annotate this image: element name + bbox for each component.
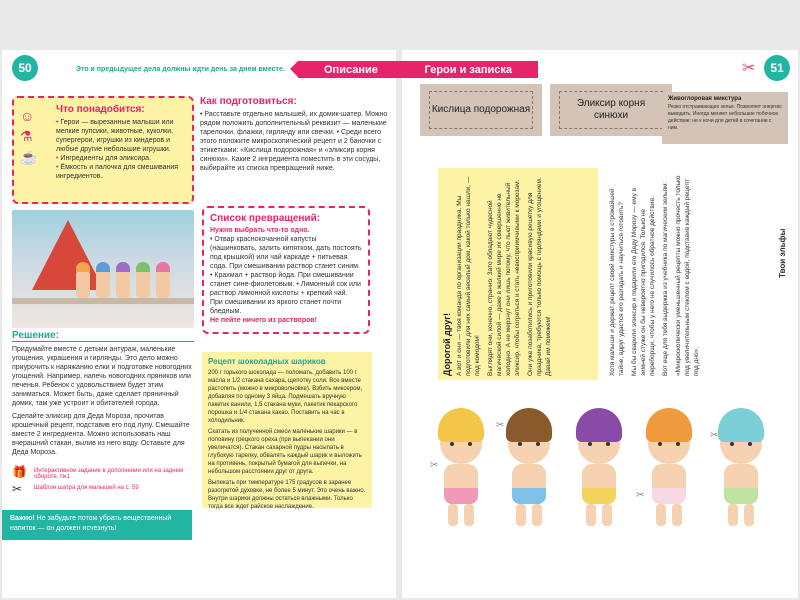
scissors-icon: ✂ xyxy=(742,60,756,77)
cup-icon: ☕ xyxy=(20,149,38,165)
needs-list xyxy=(56,118,186,181)
recipe-paragraph: Выпекать при температуре 175 градусов в заранее разогретой духовке, не более 5 минут. Это очень важно. Внутри шарики должны остаться влажными. Только тогда все ждет райское наслаждение. xyxy=(208,480,366,510)
jar-label-2 xyxy=(550,84,672,136)
doll-figure xyxy=(136,268,150,298)
magic-title: Живоглоровая микстура xyxy=(668,96,742,102)
section-banner xyxy=(298,61,538,78)
needs-item: • Ингредиенты для эликсира. xyxy=(56,154,186,163)
letter-paragraph: А вот и они — твоя команда по организации праздника. Мы подготовили для них самый веселый дом, какой только нашли, — под комодом! xyxy=(456,176,481,376)
jar-label-text: Эликсир корня синюхи xyxy=(559,91,663,129)
solution-title: Решение: xyxy=(12,330,194,342)
scissors-icon: ✂ xyxy=(430,460,439,471)
letter-part-1 xyxy=(438,168,598,380)
doll-figure xyxy=(96,268,110,298)
reference-item: ✂ Шаблон шатра для малышей на с. 59 xyxy=(12,482,139,496)
letter-signature: Твои эльфы xyxy=(778,228,787,278)
doll-figure xyxy=(116,268,130,298)
recipe-title: Рецепт шоколадных шариков xyxy=(208,357,326,366)
tent-shape xyxy=(32,220,104,290)
shelf-shape xyxy=(12,298,194,304)
references xyxy=(12,465,194,496)
hero-fox xyxy=(642,408,696,536)
jar-label-1 xyxy=(420,84,542,136)
conversions-choose: Нужно выбрать что-то одно. xyxy=(210,227,310,234)
reference-item: 🎁 Интерактивное задание в дополнении или на заднем обороте. №1 xyxy=(12,465,184,480)
letter-paragraph: Хотя малыши и держат рецепт своей микстуры в строжайшей тайне, вдруг удастся его разгадать и научиться готовить? xyxy=(609,188,625,376)
doll-figure xyxy=(156,268,170,298)
page-number-right: 51 xyxy=(764,55,790,81)
jar-label-text: Кислица подорожная xyxy=(429,91,533,129)
needs-box xyxy=(12,96,194,204)
letter-greeting: Дорогой друг! xyxy=(442,312,452,376)
page-number-left: 50 xyxy=(12,55,38,81)
letter-part-2 xyxy=(604,168,750,380)
hero-acorn xyxy=(502,408,556,536)
solution-paragraph: Сделайте эликсир для Деда Мороза, прочитав крошечный рецепт, подставив его под лупу. Смешайте вместе 2 ингредиента. Можно использовать наш вчерашний стакан, вылив из него воду. Оставьте для Деда Мороза. xyxy=(12,413,190,456)
letter-paragraph: Выглядят они, конечно, странно. Зато обладают чудесной магической силой — даже в жалкий мире их совершенно не холодно. А не мерзнут они лишь потому, что пьют живительный эликсир, чтобы согреться и стать невосприимчивыми к морозам. xyxy=(487,179,521,376)
letter-paragraph: «Микроскопически уменьшенный рецепты можно прочесть только под увеличительным стеклом с водой, подставив каждый рецепт под дно». xyxy=(675,175,700,376)
howto-title: Как подготовиться: xyxy=(200,96,297,107)
needs-title: Что понадобится: xyxy=(56,104,145,115)
recipe-box xyxy=(202,352,372,508)
gift-icon: 🎁 xyxy=(12,465,27,479)
needs-item: • Ёмкость и палочка для смешивания ингредиентов. xyxy=(56,163,186,181)
solution-section xyxy=(12,330,194,461)
magic-recipe-card xyxy=(662,92,788,144)
conversions-title: Список превращений: xyxy=(210,213,321,224)
header-note: Это и предыдущее дела должны идти день за днем вместе. xyxy=(76,66,285,73)
conversions-box xyxy=(202,206,370,334)
important-lead: Важно! xyxy=(10,515,35,522)
tools-icon: ✂ xyxy=(12,482,23,496)
magic-text: Резко отстраивающее зелье. Позволяет энергию выводить. Иногда меняет небольшие побочное действие: не к ночи для детей в сочетании с ним. xyxy=(668,104,782,131)
scissors-icon: ✂ xyxy=(710,430,719,441)
toys-photo xyxy=(12,210,194,328)
scissors-icon: ✂ xyxy=(496,420,505,431)
letter-text-rotated xyxy=(442,172,557,376)
letter-paragraph: Вот еще для тебя выдержка из учебника по магическим зельям: xyxy=(662,181,669,376)
howto-text: • Расставьте отдельно малышей, их домик-шатер. Можно рядом положить дополнительный реквизит — маленькие тарелочки, флажки, гирлянду или свечки. • Среди всего этого положите микроскопический рецепт и 2 баночки с этикетками: «Кислица подорожная» и «эликсир корня синюхи». Какие 2 ингредиента поместить в эти сосуды, выбирайте из списка превращений ниже. xyxy=(200,111,388,172)
important-text: Не забудьте потом убрать вещественный напиток — он должен исчезнуть! xyxy=(10,515,172,532)
needs-item: • Герои — вырезанные малыши или мелкие пупсики, животные, куколки, супергерои, игрушки из киндеров и любые другие небольшие игрушки. xyxy=(56,118,186,154)
important-note xyxy=(2,510,192,540)
conversions-warning: Не пейте ничего из растворов! xyxy=(210,317,318,324)
recipe-paragraph: 200 г горького шоколада — поломать, добавить 100 г масла и 1/2 стакана сахара, щепотку соли. Все вместе растопить (можно в микроволновке). Взбить миксером, добавляя по одному 3 яйца. Подмешать вручную пакетик ванили, 1,5 стакана муки, пакетик пекарского порошка и 1/4 стакана какао. Поставить на час в холодильник. xyxy=(208,370,363,424)
letter-text-rotated xyxy=(608,172,705,376)
letter-paragraph: Они уже позаботились и приготовили красивую решетку для праздника, требуются только помощь с гирляндами и угощением. Давай им поможем! xyxy=(527,177,552,376)
jar-icon: ⚗ xyxy=(20,128,33,144)
conversions-text: • Отвар краснокочанной капусты (нашинковать, залить кипятком, дать постоять под крышкой) или чай каркаде + питьевая сода. При смешивании раствор станет синим. • Крахмал + раствор йода. При смешивании станет сине-фиолетовым. • Лимонный сок или раствор лимонной кислоты + крепкий чай. При смешивании из яркого станет почти бледным. xyxy=(210,236,362,315)
howto-section xyxy=(200,96,394,173)
scissors-icon: ✂ xyxy=(636,490,645,501)
recipe-paragraph: Скатать из полученной смеси маленькие шарики — в половину грецкого ореха (при выпекании они увеличатся). Стакан сахарной пудры насыпать в глубокую тарелку, обвалять каждый шарик и выложить на противень, покрытый бумагой для выпечки, на небольшом расстоянии друг от друга. xyxy=(208,429,362,475)
solution-paragraph: Придумайте вместе с детьми антураж, маленькие угощения, украшения и гирлянды. Это дело можно приурочить к наряжанию елки и подготовке новогодних угощений. Например, напечь новогодних пряников или печенья. Ребенок с удовольствием будет этим заниматься. Может быть, даже сделает пряничный домик, там уже устроит и обитателей города. xyxy=(12,346,192,407)
hero-pineapple xyxy=(434,408,488,536)
needs-icons xyxy=(20,108,50,170)
banner-description: Описание xyxy=(324,63,378,76)
letter-signature-area xyxy=(748,168,794,380)
cutout-heroes xyxy=(430,390,790,540)
banner-heroes: Герои и записка xyxy=(424,63,512,76)
toys-icon: ☺ xyxy=(20,108,35,124)
letter-paragraph: Мы бы сварили эликсир и подарили его Деду Морозу — ему в зимней стуже он бы невероятно пригодился. Только не переборщи, чтобы у него не случилось обратное действие. xyxy=(631,187,656,376)
doll-figure xyxy=(76,268,90,298)
hero-bear xyxy=(714,408,768,536)
hero-grape xyxy=(572,408,626,536)
